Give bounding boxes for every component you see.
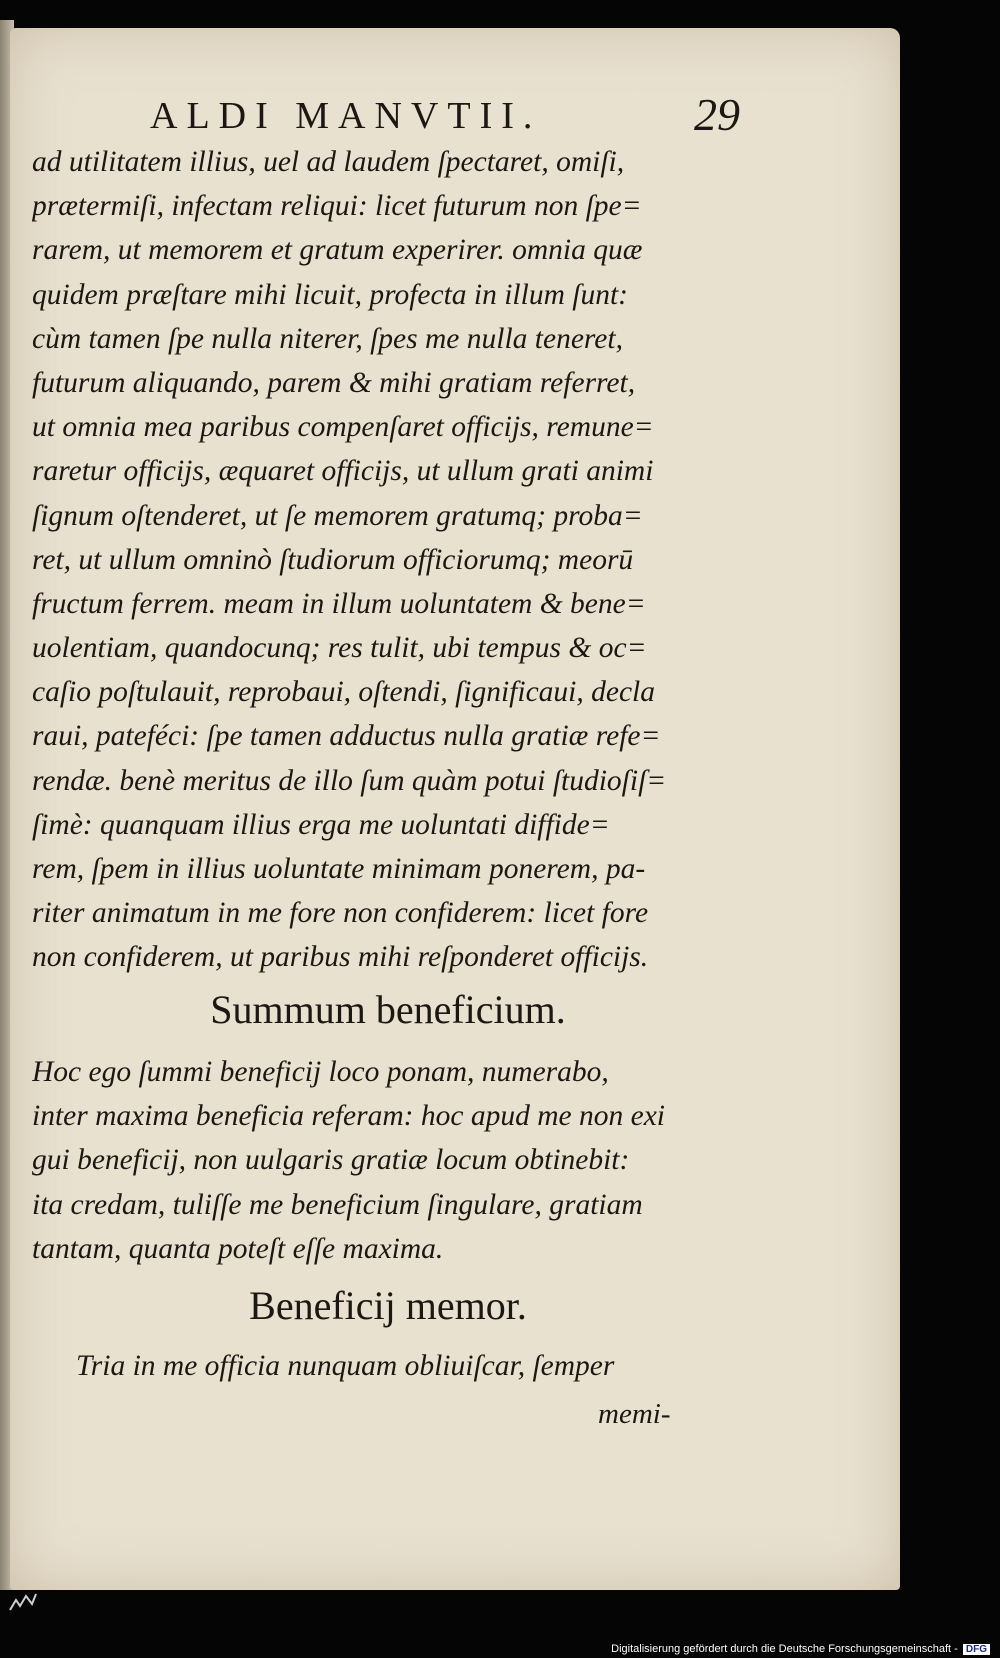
scan-artifact-icon <box>8 1590 38 1614</box>
section-heading: Summum beneficium. <box>210 987 566 1032</box>
section-paragraph <box>32 1344 744 1388</box>
text-line: rendæ. benè meritus de illo ſum quàm potui ſtudioſiſ= <box>32 764 667 797</box>
catchword: memi- <box>598 1398 671 1430</box>
text-line: ut omnia mea paribus compenſaret officijs, remune= <box>32 411 654 444</box>
digitization-footer <box>611 1643 990 1655</box>
section-heading: Beneficij memor. <box>249 1283 527 1328</box>
text-line: Hoc ego ſummi beneficij loco ponam, numerabo, <box>32 1056 609 1088</box>
text-line: fructum ferrem. meam in illum uoluntatem & bene= <box>32 587 646 620</box>
text-line: quidem præſtare mihi licuit, profecta in illum ſunt: <box>32 278 628 311</box>
text-line: non confiderem, ut paribus mihi reſponderet officijs. <box>32 941 649 974</box>
text-line: raui, pateféci: ſpe tamen adductus nulla gratiæ refe= <box>32 720 661 753</box>
text-line: Tria in me officia nunquam obliuiſcar, ſemper <box>76 1350 615 1382</box>
text-line: inter maxima beneficia referam: hoc apud me non exi <box>32 1100 665 1133</box>
text-line: prætermiſi, infectam reliqui: licet futurum non ſpe= <box>32 190 642 223</box>
text-line: tantam, quanta poteſt eſſe maxima. <box>32 1232 444 1265</box>
text-line: uolentiam, quandocunq; res tulit, ubi tempus & oc= <box>32 632 647 665</box>
text-line: gui beneficij, non uulgaris gratiæ locum obtinebit: <box>32 1144 630 1177</box>
text-line: rem, ſpem in illius uoluntate minimam ponerem, pa- <box>32 853 646 885</box>
text-line: cùm tamen ſpe nulla niterer, ſpes me nulla teneret, <box>32 322 623 355</box>
text-line: rarem, ut memorem et gratum experirer. omnia quæ <box>32 234 643 267</box>
text-line: raretur officijs, æquaret officijs, ut ullum grati animi <box>32 455 654 488</box>
section-paragraph <box>32 1050 744 1271</box>
dfg-logo: DFG <box>963 1644 990 1655</box>
page-header <box>150 88 740 142</box>
text-line: ad utilitatem illius, uel ad laudem ſpectaret, omiſi, <box>32 146 625 178</box>
body-paragraph <box>32 140 744 980</box>
text-line: ita credam, tuliſſe me beneficium ſingulare, gratiam <box>32 1188 643 1221</box>
running-head: ALDI MANVTII. <box>150 95 542 137</box>
footer-text: Digitalisierung gefördert durch die Deutsche Forschungsgemeinschaft - <box>611 1643 958 1655</box>
text-line: riter animatum in me fore non confiderem: licet fore <box>32 897 649 930</box>
text-line: futurum aliquando, parem & mihi gratiam referret, <box>32 366 636 399</box>
text-line: ret, ut ullum omninò ſtudiorum officiorumq; meorū <box>32 543 634 576</box>
text-line: caſio poſtulauit, reprobaui, oſtendi, ſignificaui, decla <box>32 676 655 709</box>
page-number: 29 <box>694 89 740 140</box>
text-line: ſignum oſtenderet, ut ſe memorem gratumq; proba= <box>32 499 643 532</box>
text-line: ſimè: quanquam illius erga me uoluntati diffide= <box>32 808 610 841</box>
